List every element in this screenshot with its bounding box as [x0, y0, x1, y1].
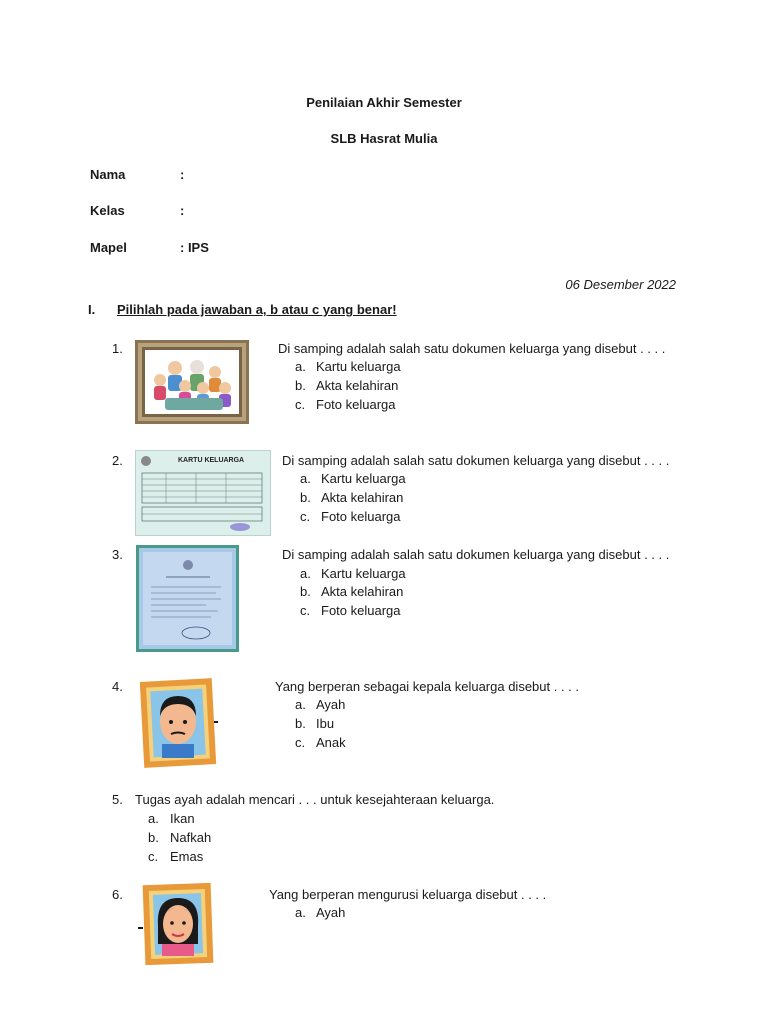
question-2-number: 2.	[112, 453, 123, 468]
question-2-option-a-letter: a.	[300, 471, 311, 486]
question-2-option-c: Foto keluarga	[321, 509, 401, 524]
question-4-option-b: Ibu	[316, 716, 335, 731]
question-1-option-a-letter: a.	[295, 359, 306, 374]
question-5-text: Tugas ayah adalah mencari . . . untuk kesejahteraan keluarga.	[135, 792, 495, 807]
question-6-option-a: Ayah	[316, 905, 346, 920]
exam-date: 06 Desember 2022	[565, 277, 676, 292]
question-3-number: 3.	[112, 547, 123, 562]
question-2-option-b: Akta kelahiran	[321, 490, 404, 505]
question-5-option-b: Nafkah	[170, 830, 212, 845]
question-1-option-c: Foto keluarga	[316, 397, 396, 412]
question-2-option-a: Kartu keluarga	[321, 471, 406, 486]
question-5-option-a-letter: a.	[148, 811, 159, 826]
question-5-option-a: Ikan	[170, 811, 195, 826]
question-1-option-a: Kartu keluarga	[316, 359, 401, 374]
field-label-mapel: Mapel	[90, 240, 127, 255]
question-1-text: Di samping adalah salah satu dokumen keluarga yang disebut . . . .	[278, 341, 666, 356]
question-5-option-b-letter: b.	[148, 830, 159, 845]
question-1-number: 1.	[112, 341, 123, 356]
question-3-option-a-letter: a.	[300, 566, 311, 581]
question-1-option-b-letter: b.	[295, 378, 306, 393]
field-label-nama: Nama	[90, 167, 126, 182]
father-portrait-icon	[138, 678, 220, 768]
birth-certificate-icon	[136, 545, 239, 652]
question-5-option-c-letter: c.	[148, 849, 159, 864]
family-card-document-icon	[135, 450, 271, 536]
question-4-option-b-letter: b.	[295, 716, 306, 731]
field-value-nama: :	[180, 167, 185, 182]
page-title: Penilaian Akhir Semester	[306, 95, 462, 110]
question-5-option-c: Emas	[170, 849, 204, 864]
question-4-option-a: Ayah	[316, 697, 346, 712]
question-2-option-b-letter: b.	[300, 490, 311, 505]
question-1-option-b: Akta kelahiran	[316, 378, 399, 393]
question-4-number: 4.	[112, 679, 123, 694]
school-name: SLB Hasrat Mulia	[330, 131, 438, 146]
question-4-option-c-letter: c.	[295, 735, 306, 750]
section-number: I.	[88, 302, 96, 317]
question-3-option-c: Foto keluarga	[321, 603, 401, 618]
question-3-option-b: Akta kelahiran	[321, 584, 404, 599]
question-3-option-c-letter: c.	[300, 603, 311, 618]
question-3-option-a: Kartu keluarga	[321, 566, 406, 581]
question-6-option-a-letter: a.	[295, 905, 306, 920]
question-6-number: 6.	[112, 887, 123, 902]
question-4-option-c: Anak	[316, 735, 346, 750]
field-value-mapel: : IPS	[180, 240, 209, 255]
question-3-option-b-letter: b.	[300, 584, 311, 599]
field-value-kelas: :	[180, 203, 185, 218]
question-4-text: Yang berperan sebagai kepala keluarga disebut . . . .	[275, 679, 580, 694]
question-2-text: Di samping adalah salah satu dokumen keluarga yang disebut . . . .	[282, 453, 670, 468]
question-3-text: Di samping adalah salah satu dokumen keluarga yang disebut . . . .	[282, 547, 670, 562]
mother-portrait-icon	[138, 882, 216, 966]
family-photo-icon	[135, 340, 249, 424]
field-label-kelas: Kelas	[90, 203, 125, 218]
question-6-text: Yang berperan mengurusi keluarga disebut . . . .	[269, 887, 547, 902]
question-5-number: 5.	[112, 792, 123, 807]
document-title: KARTU KELUARGA	[178, 457, 245, 464]
question-1-option-c-letter: c.	[295, 397, 306, 412]
question-4-option-a-letter: a.	[295, 697, 306, 712]
question-2-option-c-letter: c.	[300, 509, 311, 524]
section-instruction: Pilihlah pada jawaban a, b atau c yang benar!	[117, 302, 397, 317]
